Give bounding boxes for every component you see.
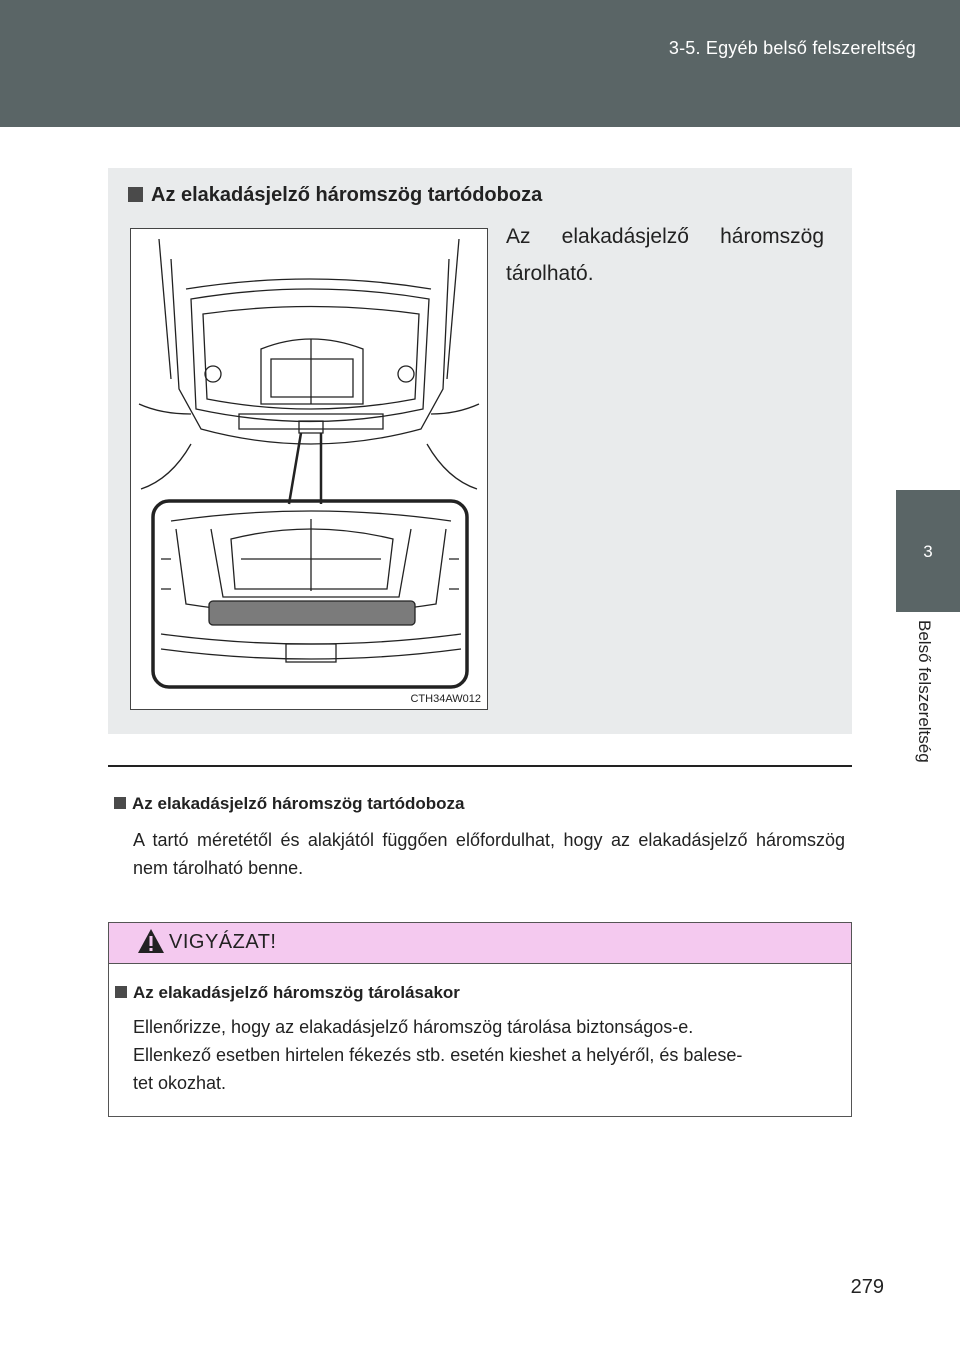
figure-code: CTH34AW012 [410,693,481,705]
warning-heading-text: Az elakadásjelző háromszög tárolásakor [133,983,460,1002]
square-bullet-icon [115,986,127,998]
warning-body-line: Ellenkező esetben hirtelen fékezés stb. esetén kieshet a helyéről, és balese- [133,1045,743,1065]
page-number: 279 [850,1276,884,1298]
warning-box [108,922,852,1117]
square-bullet-icon [128,187,143,202]
section-title: 3-5. Egyéb belső felszereltség [668,38,916,58]
warning-body [133,1013,841,1097]
chapter-label-container [914,620,934,800]
warning-body-line: tet okozhat. [133,1073,227,1093]
chapter-number: 3 [923,542,933,561]
figure-caption: Az elakadásjelző háromszög tárolható. [506,225,824,285]
chapter-tab [896,490,960,612]
figure-panel-heading-text: Az elakadásjelző háromszög tartódoboza [151,184,543,206]
warning-body-line: Ellenőrizze, hogy az elakadásjelző háromszög tárolása biztonságos-e. [133,1017,694,1037]
square-bullet-icon [114,797,126,809]
note-heading [114,794,465,814]
warning-heading [115,983,460,1003]
warning-header [109,923,851,964]
chapter-label: Belső felszereltség [915,620,934,763]
note-body: A tartó méretétől és alakjától függően előfordulhat, hogy az elakadásjelző háromszög nem tárolható benne. [133,830,845,878]
warning-triangle-icon [137,928,165,954]
note-heading-text: Az elakadásjelző háromszög tartódoboza [132,794,465,813]
section-divider [108,765,852,767]
warning-title: VIGYÁZAT! [169,931,277,953]
page-header [0,0,960,127]
figure-panel [108,168,852,734]
trunk-illustration-icon [131,229,487,709]
figure-panel-heading [128,184,542,207]
trunk-figure [130,228,488,710]
